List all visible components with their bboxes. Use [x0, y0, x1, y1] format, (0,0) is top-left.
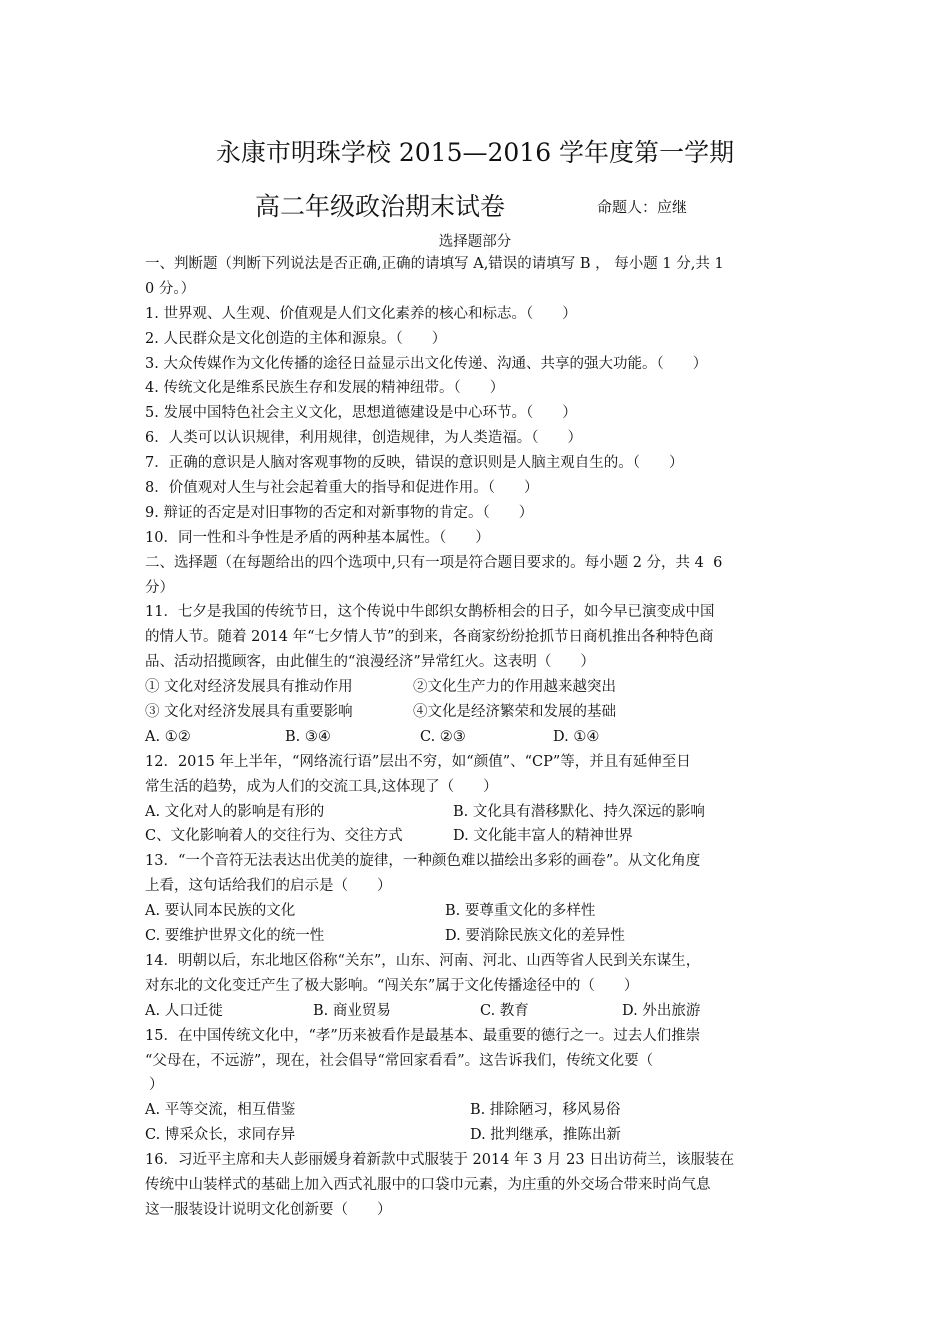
- question-stem: 品、活动招揽顾客，由此催生的“浪漫经济”异常红火。这表明（ ）: [145, 654, 595, 671]
- option-c: C. ②③: [420, 728, 466, 745]
- option-row: [145, 725, 813, 750]
- option-row: [145, 1123, 813, 1148]
- option-b: B. 排除陋习，移风易俗: [470, 1102, 621, 1119]
- option-b: B. 商业贸易: [313, 1002, 391, 1019]
- option-a: A. 人口迁徙: [145, 1002, 223, 1019]
- judgement-item: 3. 大众传媒作为文化传播的途径日益显示出文化传递、沟通、共享的强大功能。（ ）: [145, 355, 708, 372]
- exam-author: 命题人：应继: [597, 198, 688, 216]
- option-row: [145, 1098, 813, 1123]
- option-row: [145, 924, 813, 949]
- question-stem: 15．在中国传统文化中，“孝”历来被看作是最基本、最重要的德行之一。过去人们推崇: [145, 1027, 701, 1044]
- option-row: [145, 824, 813, 849]
- option-b: B. ③④: [285, 728, 331, 745]
- option-d: D. ①④: [553, 728, 600, 745]
- exam-title-grade: 高二年级政治期末试卷: [255, 192, 506, 221]
- question-stem: 这一服装设计说明文化创新要（ ）: [145, 1201, 392, 1218]
- option-d: D. 批判继承，推陈出新: [470, 1127, 621, 1144]
- section-heading: 选择题部分: [438, 234, 512, 250]
- option-c: C、文化影响着人的交往行为、交往方式: [145, 828, 403, 845]
- title-row: [0, 187, 950, 219]
- question-stem: 传统中山装样式的基础上加入西式礼服中的口袋巾元素，为庄重的外交场合带来时尚气息: [145, 1176, 711, 1193]
- judgement-item: 7．正确的意识是人脑对客观事物的反映，错误的意识则是人脑主观自生的。（ ）: [145, 455, 684, 472]
- option-a: A. 文化对人的影响是有形的: [145, 803, 325, 820]
- option-d: D. 文化能丰富人的精神世界: [453, 828, 633, 845]
- judgement-item: 8．价值观对人生与社会起着重大的指导和促进作用。（ ）: [145, 480, 539, 497]
- option-a: A. 平等交流，相互借鉴: [145, 1102, 296, 1119]
- option-d: D. 要消除民族文化的差异性: [445, 928, 625, 945]
- statement-row: [145, 700, 813, 725]
- option-a: A. 要认同本民族的文化: [145, 903, 296, 920]
- question-stem: 13．“一个音符无法表达出优美的旋律，一种颜色难以描绘出多彩的画卷”。从文化角度: [145, 853, 701, 870]
- question-stem: 上看，这句话给我们的启示是（ ）: [145, 878, 392, 895]
- option-row: [145, 999, 813, 1024]
- judgement-item: 9. 辩证的否定是对旧事物的否定和对新事物的肯定。（ ）: [145, 504, 534, 521]
- question-stem: 的情人节。随着 2014 年“七夕情人节”的到来，各商家纷纷抢抓节日商机推出各种特色商: [145, 629, 714, 646]
- option-b: B. 要尊重文化的多样性: [445, 903, 596, 920]
- option-c: C. 博采众长，求同存异: [145, 1127, 296, 1144]
- question-stem: 常生活的趋势，成为人们的交流工具,这体现了（ ）: [145, 778, 498, 795]
- question-stem: 对东北的文化变迁产生了极大影响。“闯关东”属于文化传播途径中的（ ）: [145, 977, 639, 994]
- question-stem: “父母在，不远游”，现在，社会倡导“常回家看看”。这告诉我们，传统文化要（: [145, 1052, 654, 1069]
- judgement-item: 5. 发展中国特色社会主义文化，思想道德建设是中心环节。（ ）: [145, 405, 577, 422]
- question-stem: ）: [149, 1077, 164, 1094]
- question-stem: 11．七夕是我国的传统节日，这个传说中牛郎织女鹊桥相会的日子，如今早已演变成中国: [145, 604, 715, 621]
- part2-intro-line: 二、选择题（在每题给出的四个选项中,只有一项是符合题目要求的。每小题 2 分，共 4 6: [145, 554, 723, 571]
- judgement-item: 2. 人民群众是文化创造的主体和源泉。（ ）: [145, 330, 447, 347]
- question-stem: 16．习近平主席和夫人彭丽媛身着新款中式服装于 2014 年 3 月 23 日出访荷兰，该服装在: [145, 1152, 735, 1169]
- part1-intro-line: 一、判断题（判断下列说法是否正确,正确的请填写 A,错误的请填写 B ， 每小题 1 分,共 1: [145, 256, 724, 272]
- option-c: C. 教育: [480, 1002, 529, 1019]
- part1-intro-line: 0 分。）: [145, 280, 196, 297]
- exam-content: [145, 252, 813, 1223]
- judgement-item: 6．人类可以认识规律，利用规律，创造规律，为人类造福。（ ）: [145, 430, 582, 447]
- option-d: D. 外出旅游: [622, 1002, 701, 1019]
- option-row: [145, 899, 813, 924]
- judgement-item: 4. 传统文化是维系民族生存和发展的精神纽带。（ ）: [145, 380, 505, 397]
- statement: ④文化是经济繁荣和发展的基础: [413, 704, 616, 721]
- exam-title-school: 永康市明珠学校 2015—2016 学年度第一学期: [215, 138, 735, 167]
- judgement-item: 1. 世界观、人生观、价值观是人们文化素养的核心和标志。（ ）: [145, 305, 577, 322]
- statement: ③ 文化对经济发展具有重要影响: [145, 704, 353, 721]
- statement-row: [145, 675, 813, 700]
- option-b: B. 文化具有潜移默化、持久深远的影响: [453, 803, 705, 820]
- question-stem: 12．2015 年上半年，“网络流行语”层出不穷，如“颜值”、“CP”等，并且有延伸至日: [145, 753, 691, 770]
- question-stem: 14．明朝以后，东北地区俗称“关东”，山东、河南、河北、山西等省人民到关东谋生，: [145, 952, 701, 969]
- option-c: C. 要维护世界文化的统一性: [145, 928, 325, 945]
- judgement-item: 10．同一性和斗争性是矛盾的两种基本属性。（ ）: [145, 529, 490, 546]
- part2-intro-line: 分）: [145, 579, 174, 596]
- option-a: A. ①②: [145, 728, 191, 745]
- option-row: [145, 800, 813, 825]
- statement: ②文化生产力的作用越来越突出: [413, 679, 616, 696]
- statement: ① 文化对经济发展具有推动作用: [145, 679, 353, 696]
